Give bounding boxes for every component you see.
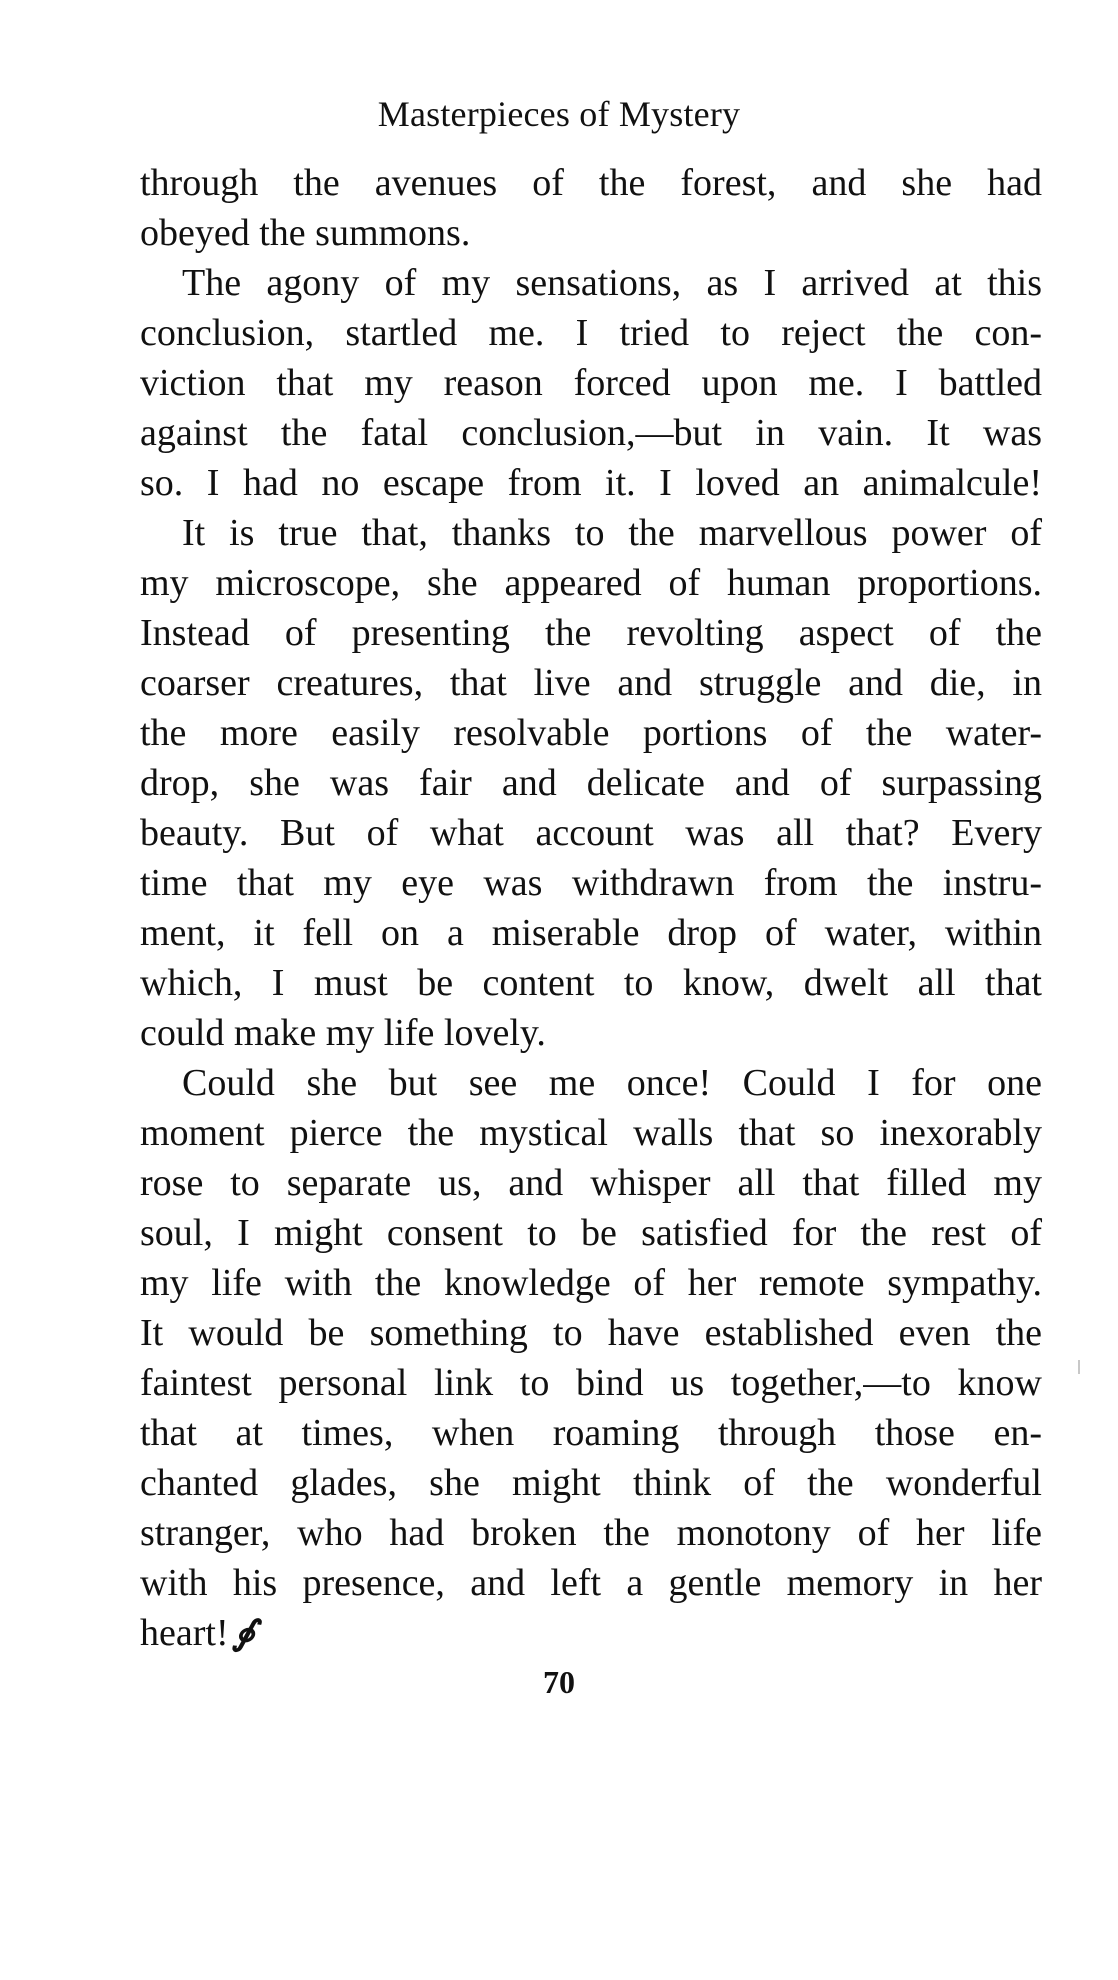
final-line-text: heart! bbox=[140, 1612, 229, 1654]
text-line: obeyed the summons. bbox=[140, 212, 471, 254]
text-line: soul, I might consent to be satisfied for the rest of bbox=[140, 1212, 1042, 1254]
text-line: could make my life lovely. bbox=[140, 1012, 546, 1054]
text-line: It would be something to have established even the bbox=[140, 1312, 1042, 1354]
text-line: time that my eye was withdrawn from the instru- bbox=[140, 862, 1042, 904]
text-line: through the avenues of the forest, and she had bbox=[140, 162, 1042, 204]
paragraph-start-line: The agony of my sensations, as I arrived at this bbox=[182, 262, 1042, 304]
text-line: rose to separate us, and whisper all that filled my bbox=[140, 1162, 1042, 1204]
text-line: ment, it fell on a miserable drop of water, within bbox=[140, 912, 1042, 954]
final-line bbox=[140, 1608, 1042, 1658]
text-line: beauty. But of what account was all that? Every bbox=[140, 812, 1042, 854]
text-line: that at times, when roaming through those en- bbox=[140, 1412, 1042, 1454]
text-line: my microscope, she appeared of human proportions. bbox=[140, 562, 1042, 604]
text-line: coarser creatures, that live and struggle and die, in bbox=[140, 662, 1042, 704]
text-line: Instead of presenting the revolting aspect of the bbox=[140, 612, 1042, 654]
page-number: 70 bbox=[543, 1664, 575, 1700]
text-line: which, I must be content to know, dwelt all that bbox=[140, 962, 1042, 1004]
running-title: Masterpieces of Mystery bbox=[377, 94, 741, 134]
text-line: viction that my reason forced upon me. I battled bbox=[140, 362, 1042, 404]
text-line: moment pierce the mystical walls that so inexorably bbox=[140, 1112, 1042, 1154]
text-line: with his presence, and left a gentle memory in her bbox=[140, 1562, 1042, 1604]
text-line: against the fatal conclusion,—but in vain. It was bbox=[140, 412, 1042, 454]
body-text bbox=[140, 158, 1042, 1658]
text-line: conclusion, startled me. I tried to reject the con- bbox=[140, 312, 1042, 354]
paragraph-start-line: Could she but see me once! Could I for one bbox=[182, 1062, 1042, 1104]
text-line: so. I had no escape from it. I loved an animalcule! bbox=[140, 462, 1042, 504]
paragraph-start-line: It is true that, thanks to the marvellous power of bbox=[182, 512, 1042, 554]
text-line: stranger, who had broken the monotony of her life bbox=[140, 1512, 1042, 1554]
text-line: drop, she was fair and delicate and of surpassing bbox=[140, 762, 1042, 804]
scan-speck bbox=[1078, 1360, 1080, 1374]
text-line: chanted glades, she might think of the wonderful bbox=[140, 1462, 1042, 1504]
text-line: faintest personal link to bind us together,—to know bbox=[140, 1362, 1042, 1404]
text-line: my life with the knowledge of her remote sympathy. bbox=[140, 1262, 1042, 1304]
text-line: the more easily resolvable portions of the water- bbox=[140, 712, 1042, 754]
end-mark-icon: ∮ bbox=[230, 1610, 259, 1656]
